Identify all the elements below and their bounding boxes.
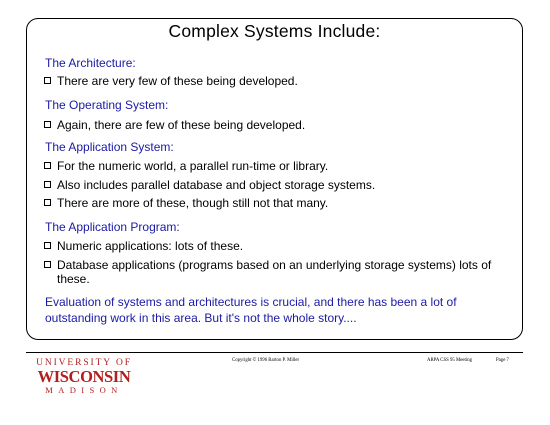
- bullet-item: [44, 118, 509, 132]
- checkbox-bullet-icon: [44, 162, 51, 169]
- bullet-text: Numeric applications: lots of these.: [57, 239, 244, 253]
- bullet-text: For the numeric world, a parallel run-time or library.: [57, 159, 329, 173]
- bullet-text: Database applications (programs based on an underlying storage systems) lots of these.: [57, 258, 492, 286]
- logo-wisconsin: WISCONSIN: [37, 367, 131, 386]
- checkbox-bullet-icon: [44, 261, 51, 268]
- bullet-item: [44, 196, 509, 210]
- checkbox-bullet-icon: [44, 181, 51, 188]
- bullet-text: Also includes parallel database and object storage systems.: [57, 178, 376, 192]
- slide-title: Complex Systems Include:: [168, 21, 381, 41]
- footer-page-number: Page 7: [496, 358, 509, 363]
- bullet-item: [44, 178, 509, 192]
- bullet-text: There are more of these, though still not that many.: [57, 196, 329, 210]
- footer-copyright: Copyright © 1996 Barton P. Miller: [232, 358, 300, 363]
- bullet-item: [44, 258, 509, 286]
- checkbox-bullet-icon: [44, 77, 51, 84]
- checkbox-bullet-icon: [44, 199, 51, 206]
- bullet-text: There are very few of these being developed.: [57, 74, 298, 88]
- bullet-text: Again, there are few of these being developed.: [57, 118, 306, 132]
- checkbox-bullet-icon: [44, 242, 51, 249]
- footer-course: ARPA CSS 95 Meeting: [427, 358, 473, 363]
- section-heading-operating-system: The Operating System:: [45, 98, 169, 112]
- footer-divider: [26, 352, 523, 353]
- section-heading-architecture: The Architecture:: [45, 56, 136, 70]
- section-heading-application-program: The Application Program:: [45, 220, 180, 234]
- logo-university-of: UNIVERSITY OF: [36, 358, 132, 368]
- university-logo: [33, 358, 135, 395]
- logo-madison: MADISON: [45, 385, 123, 395]
- bullet-item: [44, 74, 509, 88]
- conclusion-text: Evaluation of systems and architectures is crucial, and there has been a lot of outstanding work in this area. But it's not the whole story....: [45, 295, 457, 325]
- bullet-item: [44, 239, 509, 253]
- section-heading-application-system: The Application System:: [45, 140, 174, 154]
- checkbox-bullet-icon: [44, 121, 51, 128]
- bullet-item: [44, 159, 509, 173]
